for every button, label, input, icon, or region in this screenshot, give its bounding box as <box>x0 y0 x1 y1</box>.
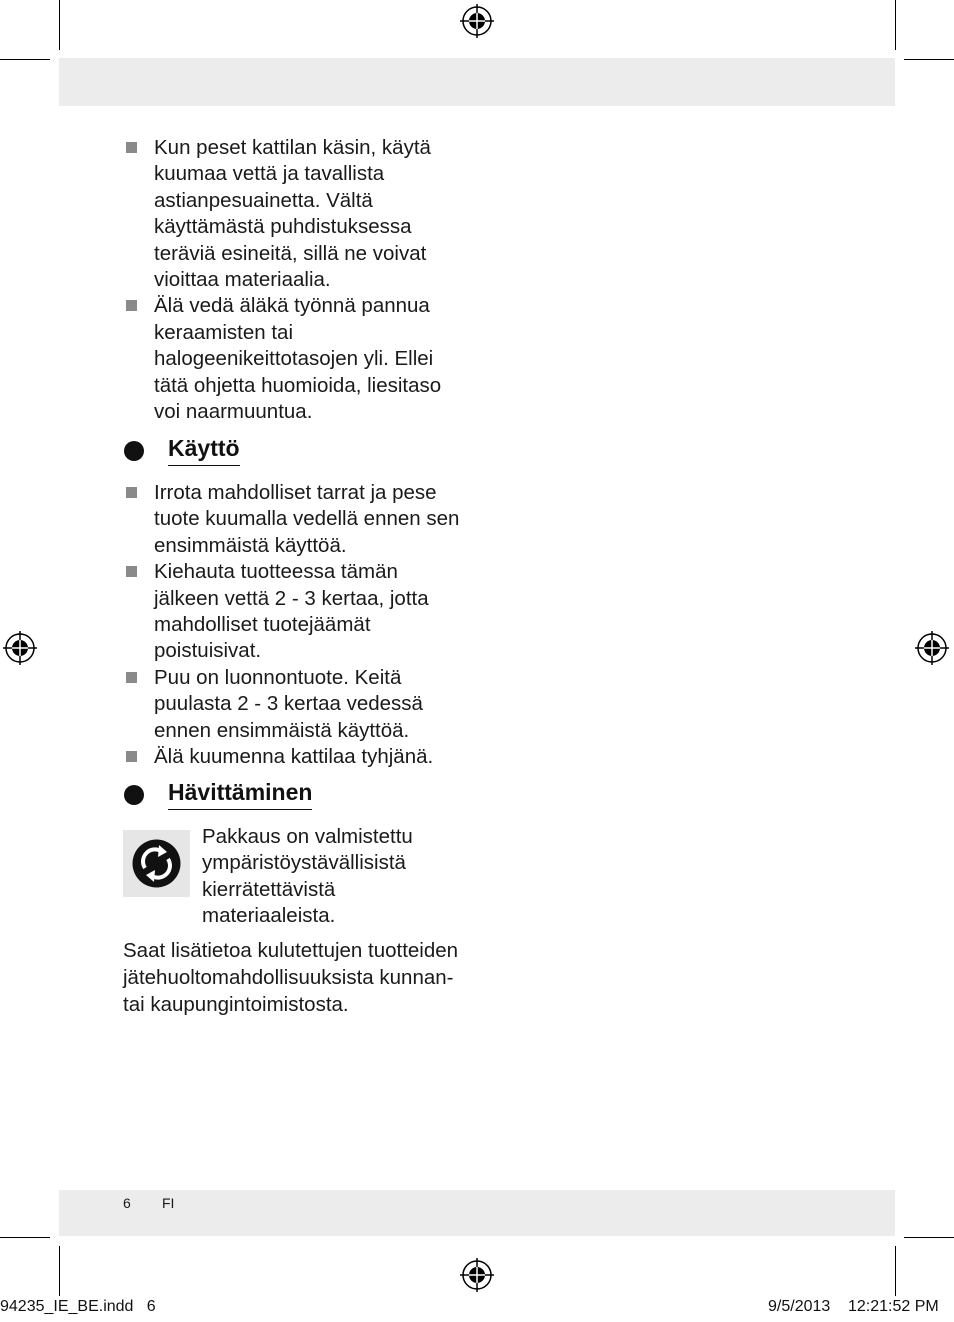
section-dot-icon <box>124 441 144 461</box>
crop-mark <box>895 0 896 50</box>
bullet-square-icon <box>126 300 137 311</box>
recycle-logo <box>123 830 190 897</box>
bullet-square-icon <box>126 142 137 153</box>
footer-band <box>59 1190 895 1236</box>
slug-date: 9/5/2013 <box>768 1298 831 1315</box>
registration-mark-icon <box>460 1258 494 1292</box>
slug-file: 94235_IE_BE.indd 6 <box>0 1298 156 1315</box>
registration-mark-icon <box>460 4 494 38</box>
bullet-square-icon <box>126 672 137 683</box>
language-code: FI <box>162 1195 175 1211</box>
registration-mark-icon <box>915 631 949 665</box>
crop-mark <box>0 59 50 60</box>
bullet-square-icon <box>126 751 137 762</box>
crop-mark <box>895 1246 896 1296</box>
recycle-icon <box>123 830 190 897</box>
crop-mark <box>904 1237 954 1238</box>
page-number: 6 <box>123 1195 131 1211</box>
header-band <box>59 58 895 106</box>
crop-mark <box>59 1246 60 1296</box>
usage-list <box>124 480 464 770</box>
bullet-square-icon <box>126 487 137 498</box>
section-dot-icon <box>124 785 144 805</box>
crop-mark <box>59 0 60 50</box>
slug-time: 12:21:52 PM <box>848 1298 939 1315</box>
crop-mark <box>0 1237 50 1238</box>
bullet-square-icon <box>126 566 137 577</box>
list-item: Irrota mahdolliset tarrat ja pese tuote kuumalla vedellä ennen sen ensimmäistä käyttöä. <box>124 480 464 559</box>
recycle-text: Pakkaus on valmistettu ympäristöystävällisistä kierrätettävistä materiaaleista. <box>202 825 413 928</box>
crop-mark <box>904 59 954 60</box>
section-title: Hävittäminen <box>168 779 312 810</box>
section-title: Käyttö <box>168 435 240 466</box>
list-item: Kun peset kattilan käsin, käytä kuumaa vettä ja tavallista astianpesuainetta. Vältä käyttämästä puhdistuksessa teräviä esineitä, sillä ne voivat vioittaa materiaalia. <box>124 135 464 293</box>
disposal-paragraph: Saat lisätietoa kulutettujen tuotteiden jätehuoltomahdollisuuksista kunnan- tai kaupungintoimistosta. <box>123 939 459 1016</box>
care-list <box>124 135 464 425</box>
registration-mark-icon <box>3 631 37 665</box>
list-item: Kiehauta tuotteessa tämän jälkeen vettä 2 - 3 kertaa, jotta mahdolliset tuotejäämät poistuisivat. <box>124 559 464 665</box>
list-item: Puu on luonnontuote. Keitä puulasta 2 - 3 kertaa vedessä ennen ensimmäistä käyttöä. <box>124 665 464 744</box>
list-item: Älä vedä äläkä työnnä pannua keraamisten tai halogeenikeittotasojen yli. Ellei tätä ohjetta huomioida, liesitaso voi naarmuuntua. <box>124 293 464 425</box>
list-item: Älä kuumenna kattilaa tyhjänä. <box>124 744 464 770</box>
